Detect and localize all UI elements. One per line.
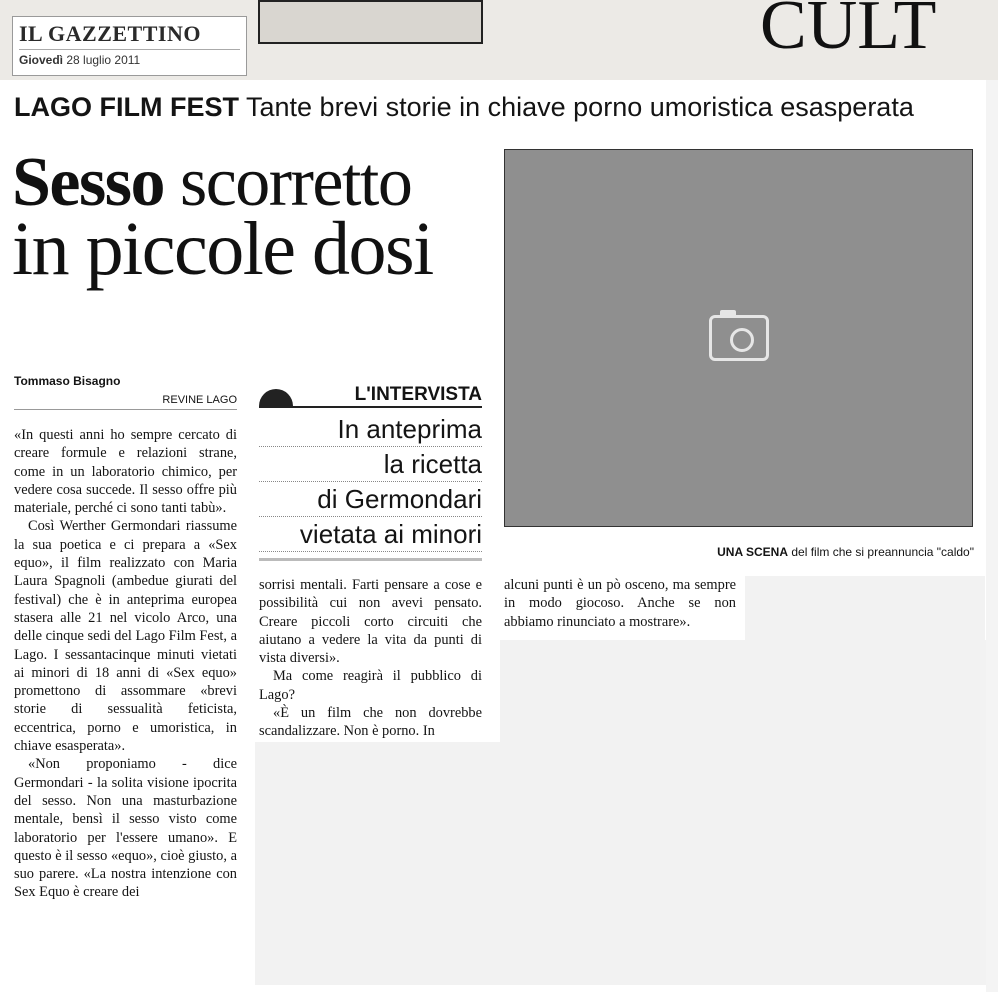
- body-column-1: [14, 426, 237, 902]
- faded-area: [745, 576, 985, 646]
- byline: [14, 374, 237, 410]
- interview-tag: L'INTERVISTA: [354, 384, 482, 405]
- paragraph: «In questi anni ho sempre cercato di creare formule e relazioni strane, come in un laboratorio chimico, per vedere cosa succede. Il sesso offre più materiale, perché ci sono tanti tabù».: [14, 427, 237, 517]
- interview-end-rule: [259, 558, 482, 561]
- paragraph: Così Werther Germondari riassume la sua poetica e ci prepara a «Sex equo», il film realizzato con Maria Laura Spagnoli (ambedue giurati del festival) che è in anteprima europea stasera alle 21 nel vicolo Arco, una delle cinque sedi del Lago Film Fest, a Lago. I sessantacinque minuti vietati ai minori di 18 anni di «Sex equo» promettono di assommare «brevi storie di sessualità feticista, eccentrica, porno e umoristica, in chiave esasperata».: [14, 518, 238, 755]
- interview-subtitle-line: di Germondari: [259, 482, 482, 517]
- interview-box: [259, 384, 482, 561]
- interview-tag-row: [259, 384, 482, 408]
- page-edge: [986, 80, 998, 992]
- kicker-label: LAGO FILM FEST: [14, 92, 239, 122]
- issue-day: Giovedì: [19, 53, 64, 67]
- caption-label: UNA SCENA: [717, 545, 789, 559]
- headline-bold-word: Sesso: [12, 144, 164, 221]
- interview-subtitle-line: la ricetta: [259, 447, 482, 482]
- headline: [12, 144, 492, 291]
- newspaper-masthead: [12, 16, 247, 76]
- paragraph: alcuni punti è un pò osceno, ma sempre in modo giocoso. Anche se non abbiamo rinunciato a mostrare».: [504, 577, 736, 630]
- kicker-text: Tante brevi storie in chiave porno umoristica esasperata: [246, 92, 914, 122]
- faded-area: [255, 742, 500, 985]
- interview-subtitle: [259, 412, 482, 552]
- faded-area: [500, 640, 990, 985]
- caption-text: del film che si preannuncia "caldo": [791, 545, 974, 559]
- issue-date-text: 28 luglio 2011: [66, 53, 141, 67]
- byline-author: Tommaso Bisagno: [14, 374, 121, 388]
- newspaper-name: IL GAZZETTINO: [19, 21, 201, 46]
- film-still-photo: [504, 149, 973, 527]
- half-disc-ornament: [259, 389, 293, 406]
- paragraph: Ma come reagirà il pubblico di Lago?: [259, 668, 482, 703]
- paragraph: sorrisi mentali. Farti pensare a cose e possibilità cui non avevi pensato. Creare piccoli corto circuiti che aiutano a vedere la vita da punti di vista diversi».: [259, 577, 482, 667]
- interview-subtitle-line: vietata ai minori: [259, 517, 482, 552]
- photo-placeholder-icon: [709, 315, 769, 361]
- paragraph: «Non proponiamo - dice Germondari - la solita visione ipocrita del sesso. Non una masturbazione mentale, bensì il sesso visto come laboratorio per l'essere umano». E questo è il sesso «equo», cioè giusto, a suo parere. «La nostra intenzione con Sex Equo è creare dei: [14, 756, 237, 901]
- headline-line-2: in piccole dosi: [12, 207, 433, 291]
- paragraph: «È un film che non dovrebbe scandalizzare. Non è porno. In: [259, 705, 482, 740]
- byline-place: REVINE LAGO: [14, 394, 237, 410]
- headline-rest: scorretto: [179, 144, 412, 221]
- issue-date: [19, 49, 240, 67]
- body-column-2: [259, 576, 482, 741]
- interview-subtitle-line: In anteprima: [259, 412, 482, 447]
- section-title: CULT: [760, 0, 937, 64]
- body-column-3: [504, 576, 736, 631]
- previous-article-image: [258, 0, 483, 44]
- kicker-line: [14, 92, 914, 123]
- photo-caption: [504, 545, 974, 559]
